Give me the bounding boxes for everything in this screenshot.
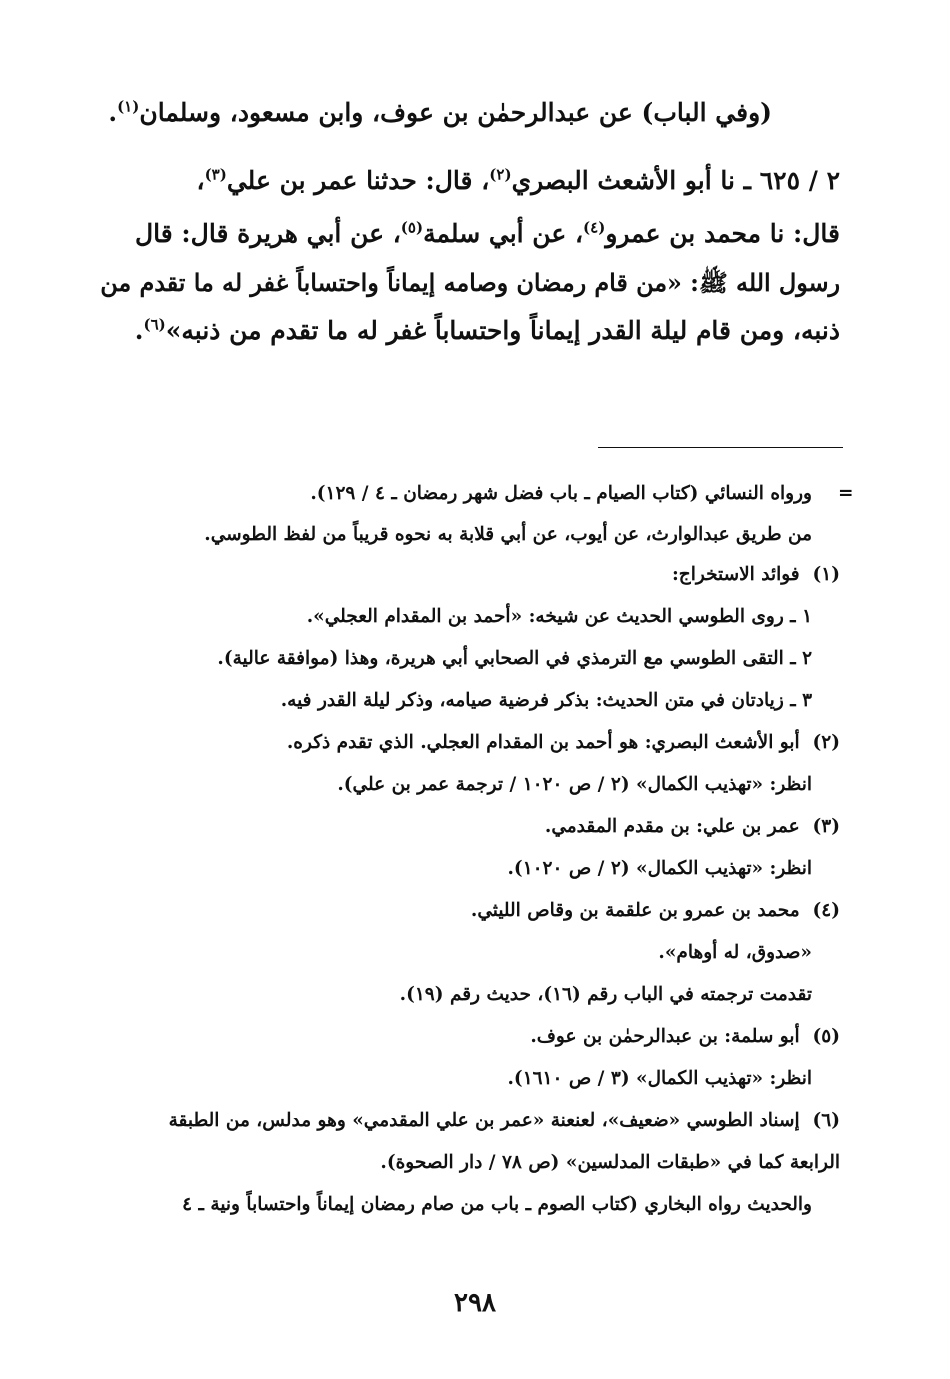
continuation-marker: =	[838, 483, 854, 504]
footnote-2	[287, 732, 840, 753]
page-number: ٢٩٨	[454, 1288, 496, 1318]
main-line-2	[196, 166, 840, 195]
main-line-1	[108, 98, 772, 127]
footnote-4-grade: «صدوق، له أوهام».	[658, 942, 812, 963]
footnote-ref-2: (٢)	[489, 165, 512, 184]
footnote-5-reference: انظر: «تهذيب الكمال» (٣ / ص ١٦١٠).	[507, 1068, 812, 1089]
footnote-5-number: (٥)	[812, 1026, 840, 1047]
footnote-1	[672, 564, 840, 585]
footnote-continuation-2: من طريق عبدالوارث، عن أيوب، عن أبي قلابة به نحوه قريباً من لفظ الطوسي.	[204, 524, 812, 545]
footnote-4-reference: تقدمت ترجمته في الباب رقم (١٦)، حديث رقم (١٩).	[399, 984, 812, 1005]
footnote-6-text-3: والحديث رواه البخاري (كتاب الصوم ـ باب من صام رمضان إيماناً واحتساباً ونية ـ ٤	[182, 1194, 812, 1215]
footnote-1-item-1: ١ ـ روى الطوسي الحديث عن شيخه: «أحمد بن المقدام العجلي».	[306, 606, 812, 627]
main-line-5	[135, 316, 840, 345]
footnote-6-text-2: الرابعة كما في «طبقات المدلسين» (ص ٧٨ / دار الصحوة).	[380, 1152, 840, 1173]
footnote-3-text: عمر بن علي: بن مقدم المقدمي.	[544, 816, 800, 837]
main-line-2-end: ،	[196, 166, 205, 195]
main-line-4-text: رسول الله ﷺ: «من قام رمضان وصامه إيماناً واحتساباً غفر له ما تقدم من	[100, 269, 840, 297]
footnote-6-text-1: إسناد الطوسي «ضعيف»، لعنعنة «عمر بن علي المقدمي» وهو مدلس، من الطبقة	[168, 1110, 800, 1131]
footnote-2-text: أبو الأشعث البصري: هو أحمد بن المقدام العجلي. الذي تقدم ذكره.	[286, 732, 800, 753]
footnote-ref-4: (٤)	[583, 218, 606, 237]
footnote-3	[545, 816, 840, 837]
main-line-1-text: (وفي الباب) عن عبدالرحمٰن بن عوف، وابن مسعود، وسلمان	[139, 98, 772, 127]
footnote-5	[530, 1026, 840, 1047]
footnote-ref-3: (٣)	[204, 165, 227, 184]
main-line-3-text-b: ، عن أبي سلمة	[423, 219, 584, 248]
footnote-ref-1: (١)	[117, 97, 140, 116]
footnote-1-item-2: ٢ ـ التقى الطوسي مع الترمذي في الصحابي أبي هريرة، وهذا (موافقة عالية).	[217, 648, 812, 669]
footnote-2-reference: انظر: «تهذيب الكمال» (٢ / ص ١٠٢٠ / ترجمة عمر بن علي).	[337, 774, 812, 795]
footnote-4-number: (٤)	[812, 900, 840, 921]
footnote-4	[471, 900, 840, 921]
footnote-1-title: فوائد الاستخراج:	[671, 564, 800, 585]
footnote-2-number: (٢)	[812, 732, 840, 753]
footnote-1-number: (١)	[812, 564, 840, 585]
main-line-3-text-c: ، عن أبي هريرة قال: قال	[135, 219, 401, 248]
footnote-6-number: (٦)	[812, 1110, 840, 1131]
main-line-2-text-b: ، قال: حدثنا عمر بن علي	[226, 166, 490, 195]
main-line-3-text-a: قال: نا محمد بن عمرو	[605, 219, 840, 248]
footnote-3-number: (٣)	[812, 816, 840, 837]
footnote-1-item-3: ٣ ـ زيادتان في متن الحديث: بذكر فرضية صيامه، وذكر ليلة القدر فيه.	[280, 690, 812, 711]
footnote-divider	[598, 447, 843, 448]
main-line-1-end: .	[108, 98, 118, 127]
footnote-5-text: أبو سلمة: بن عبدالرحمٰن بن عوف.	[530, 1026, 800, 1047]
main-line-2-text-a: ٢ / ٦٢٥ ـ نا أبو الأشعث البصري	[511, 166, 840, 195]
footnote-continuation-1: ورواه النسائي (كتاب الصيام ـ باب فضل شهر رمضان ـ ٤ / ١٢٩).	[310, 483, 812, 504]
main-line-5-text: ذنبه، ومن قام ليلة القدر إيماناً واحتساباً غفر له ما تقدم من ذنبه»	[165, 316, 840, 345]
main-line-5-end: .	[134, 316, 144, 345]
main-line-4	[100, 268, 840, 303]
main-line-3	[135, 219, 840, 248]
footnote-3-reference: انظر: «تهذيب الكمال» (٢ / ص ١٠٢٠).	[507, 858, 812, 879]
footnote-6	[169, 1110, 840, 1131]
footnote-4-text: محمد بن عمرو بن علقمة بن وقاص الليثي.	[470, 900, 800, 921]
footnote-ref-5: (٥)	[400, 218, 424, 237]
footnote-ref-6: (٦)	[143, 315, 166, 334]
